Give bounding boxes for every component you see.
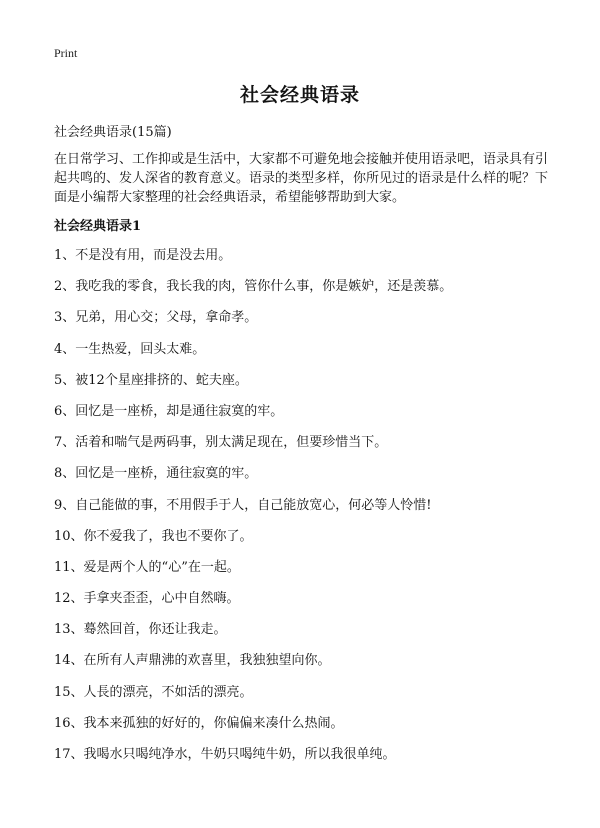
quote-item: 5、被12个星座排挤的、蛇夫座。 xyxy=(54,372,248,388)
quote-item: 7、活着和喘气是两码事，别太满足现在，但要珍惜当下。 xyxy=(54,435,388,451)
quote-item: 17、我喝水只喝纯净水，牛奶只喝纯牛奶，所以我很单纯。 xyxy=(54,747,396,762)
quote-item: 2、我吃我的零食，我长我的肉，管你什么事，你是嫉妒，还是羡慕。 xyxy=(54,279,453,295)
quote-item: 3、兄弟，用心交；父母，拿命孝。 xyxy=(54,310,258,326)
quote-item: 8、回忆是一座桥，通往寂寞的牢。 xyxy=(54,466,258,482)
quote-item: 15、人長的漂亮，不如活的漂亮。 xyxy=(54,684,253,700)
document-subtitle: 社会经典语录(15篇) xyxy=(54,125,172,140)
quote-item: 4、一生热爱，回头太难。 xyxy=(54,341,206,357)
quote-item: 10、你不爱我了，我也不要你了。 xyxy=(54,528,253,544)
print-label[interactable]: Print xyxy=(54,46,78,60)
quote-item: 6、回忆是一座桥，却是通往寂寞的牢。 xyxy=(54,403,284,419)
quote-item: 9、自己能做的事，不用假手于人，自己能放宽心，何必等人怜惜! xyxy=(54,497,432,513)
quote-item: 11、爱是两个人的“心”在一起。 xyxy=(54,559,240,575)
quote-item: 12、手拿夹歪歪，心中自然嗨。 xyxy=(54,591,240,607)
quote-item: 16、我本来孤独的好好的，你偏偏来凑什么热闹。 xyxy=(54,715,344,731)
quote-item: 14、在所有人声鼎沸的欢喜里，我独独望向你。 xyxy=(54,653,331,669)
document-title: 社会经典语录 xyxy=(239,84,360,106)
quote-list xyxy=(54,248,574,778)
quote-item: 13、蓦然回首，你还让我走。 xyxy=(54,622,227,638)
intro-paragraph: 在日常学习、工作抑或是生活中，大家都不可避免地会接触并使用语录吧，语录具有引起共鸣的、发人深省的教育意义。语录的类型多样，你所见过的语录是什么样的呢？下面是小编帮大家整理的社会经典语录，希望能够帮助到大家。 xyxy=(54,152,549,205)
quote-item: 1、不是没有用，而是没去用。 xyxy=(54,248,232,263)
section-heading: 社会经典语录1 xyxy=(54,219,142,234)
